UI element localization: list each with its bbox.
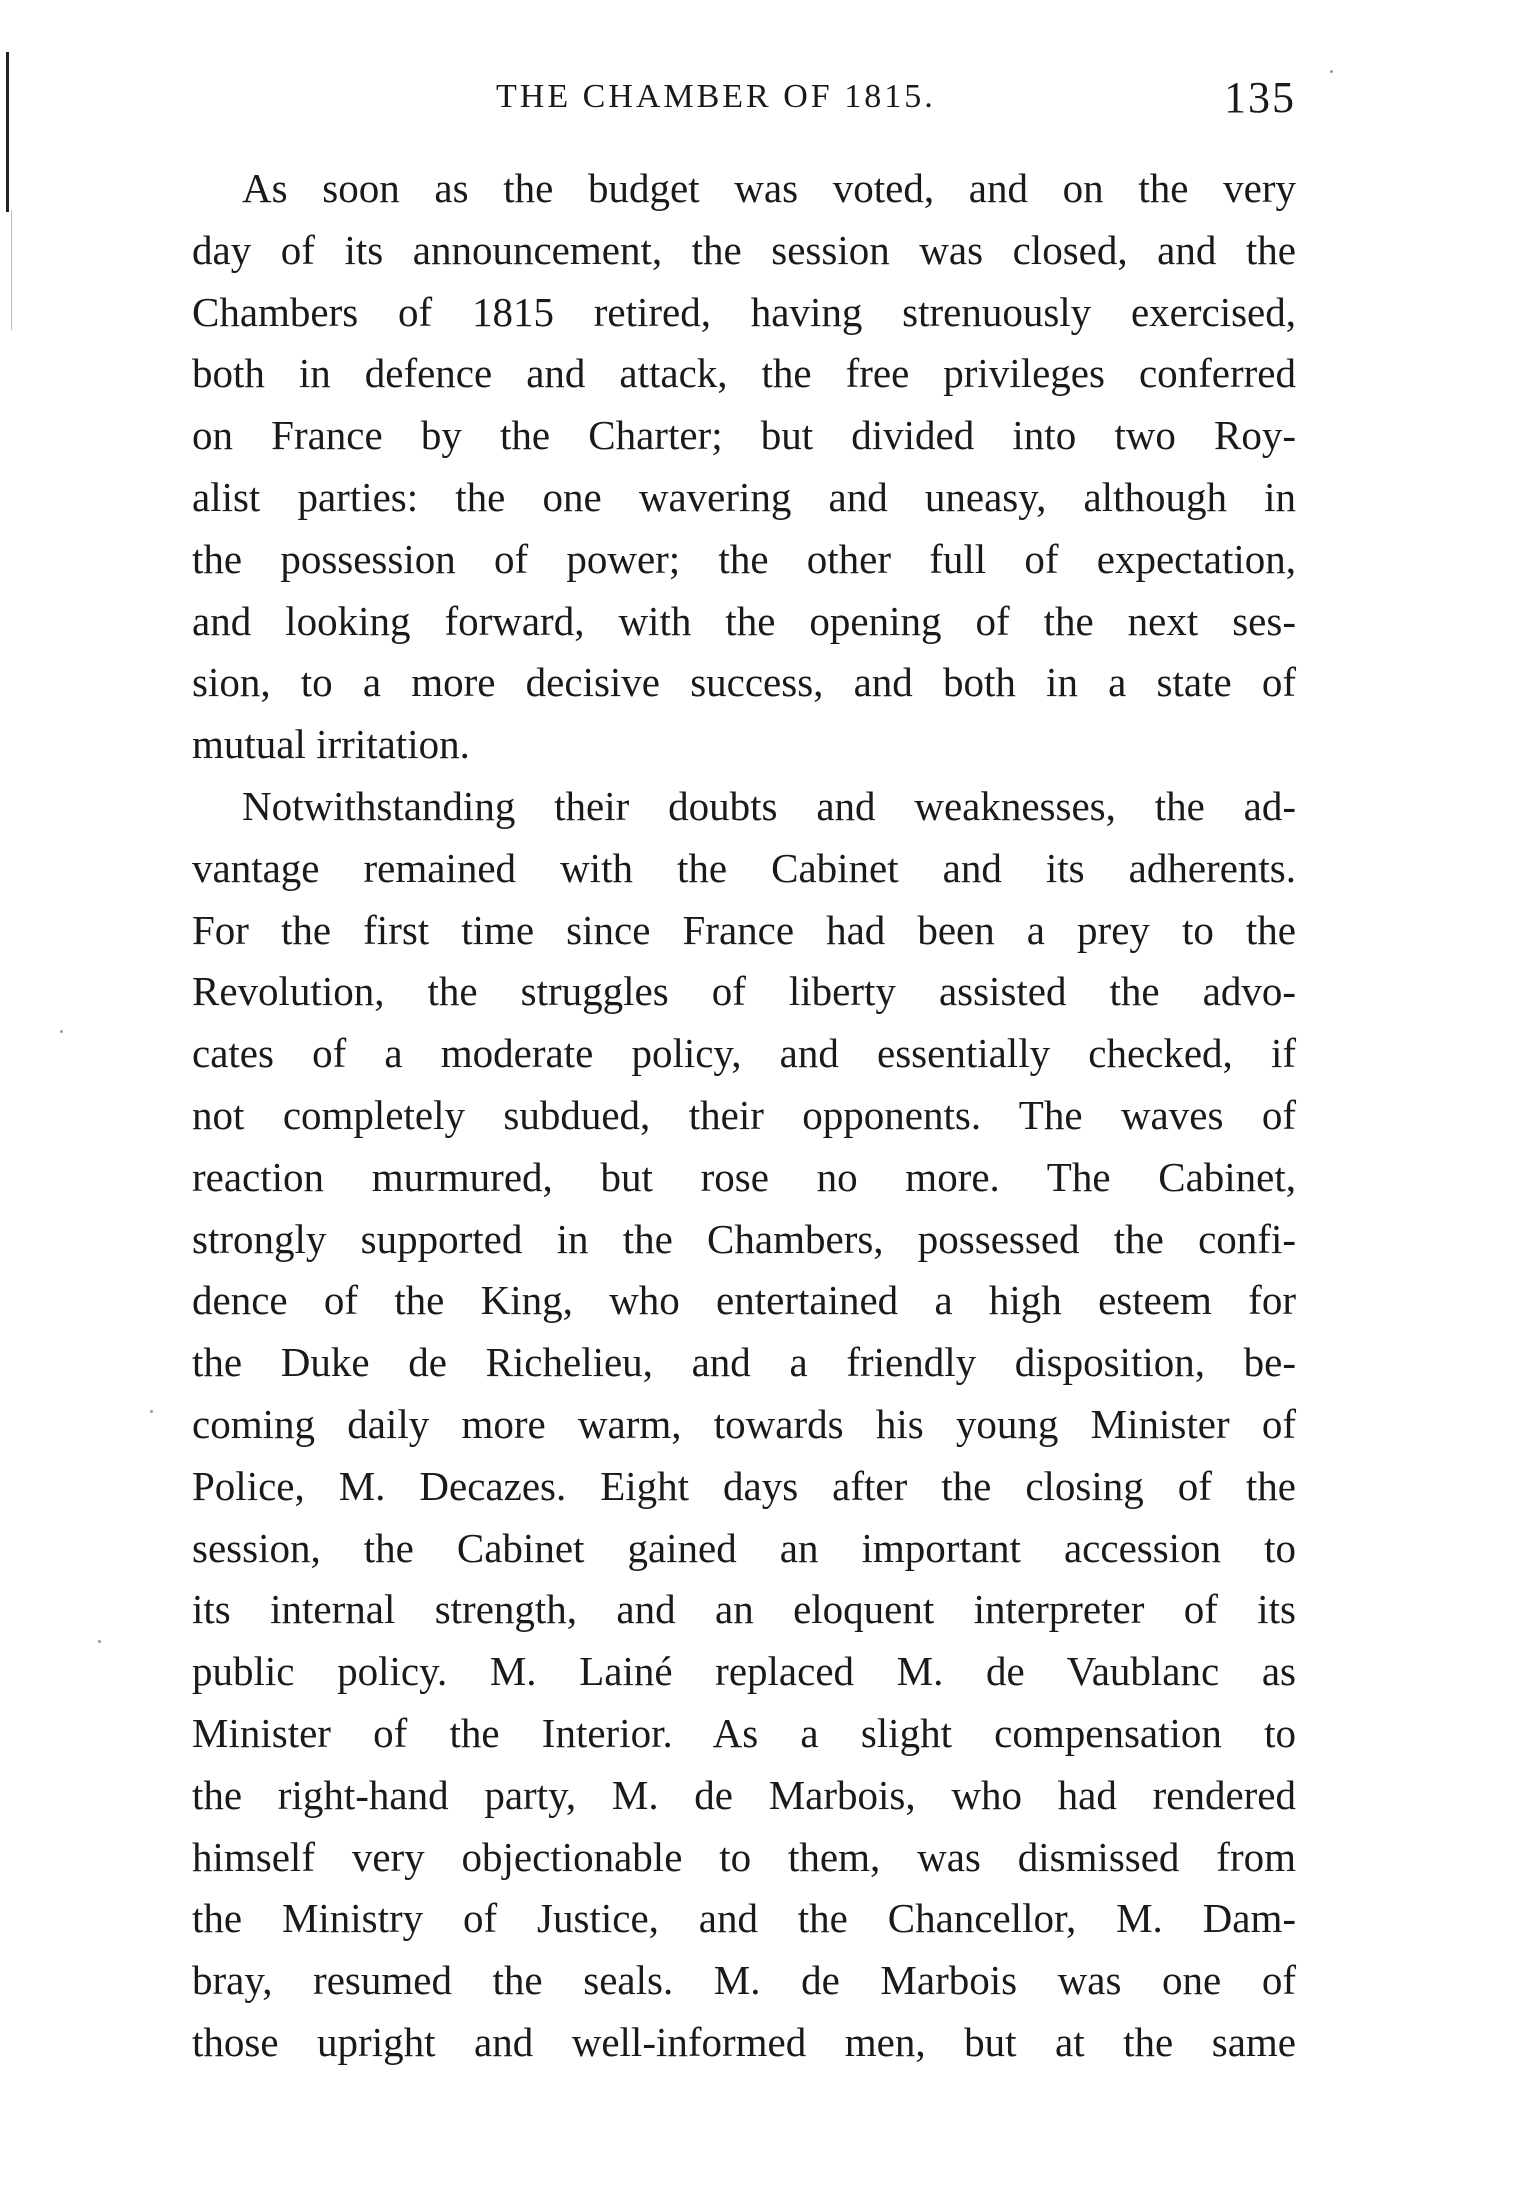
text-line: day of its announcement, the session was closed, and the [192, 226, 1296, 273]
text-line: its internal strength, and an eloquent interpreter of its [192, 1586, 1296, 1633]
text-line: reaction murmured, but rose no more. The Cabinet, [192, 1153, 1296, 1200]
text-line: strongly supported in the Chambers, possessed the confi- [192, 1215, 1296, 1262]
text-line: As soon as the budget was voted, and on the very [242, 165, 1296, 211]
text-line: both in defence and attack, the free privileges conferred [192, 350, 1296, 397]
paper-speck [1330, 70, 1333, 73]
binding-edge-mark [6, 52, 9, 212]
paper-speck [150, 1410, 153, 1413]
running-head [196, 72, 1296, 142]
text-line: Notwithstanding their doubts and weaknesses, the ad- [242, 782, 1296, 829]
page-number: 135 [1224, 73, 1296, 122]
text-line: Chambers of 1815 retired, having strenuously exercised, [192, 288, 1296, 335]
text-line: himself very objectionable to them, was dismissed from [192, 1833, 1296, 1880]
text-line: session, the Cabinet gained an important accession to [192, 1524, 1296, 1571]
text-line: the Ministry of Justice, and the Chancellor, M. Dam- [192, 1895, 1296, 1942]
text-line: coming daily more warm, towards his young Minister of [192, 1400, 1296, 1447]
text-line: alist parties: the one wavering and uneasy, although in [192, 473, 1296, 520]
paper-speck [98, 1640, 101, 1643]
text-line: sion, to a more decisive success, and both in a state of [192, 659, 1296, 706]
text-line: and looking forward, with the opening of the next ses- [192, 597, 1296, 644]
text-line: Police, M. Decazes. Eight days after the closing of the [192, 1462, 1296, 1509]
paragraph-2 [192, 776, 1296, 2074]
text-line: cates of a moderate policy, and essentially checked, if [192, 1030, 1296, 1077]
text-line: on France by the Charter; but divided into two Roy- [192, 412, 1296, 459]
text-line: the right-hand party, M. de Marbois, who had rendered [192, 1771, 1296, 1818]
paper-speck [60, 1030, 63, 1033]
text-line: bray, resumed the seals. M. de Marbois was one of [192, 1957, 1296, 2004]
text-line: vantage remained with the Cabinet and its adherents. [192, 844, 1296, 891]
text-line: Minister of the Interior. As a slight compensation to [192, 1709, 1296, 1756]
body-text [192, 158, 1296, 2074]
text-line: not completely subdued, their opponents. The waves of [192, 1091, 1296, 1138]
running-title: THE CHAMBER OF 1815. [496, 78, 936, 115]
binding-edge-shadow [11, 210, 12, 330]
paragraph-1 [192, 158, 1296, 776]
text-line: the Duke de Richelieu, and a friendly disposition, be- [192, 1339, 1296, 1386]
text-line: mutual irritation. [192, 721, 470, 768]
text-line: dence of the King, who entertained a high esteem for [192, 1277, 1296, 1324]
text-line: those upright and well-informed men, but at the same [192, 2018, 1296, 2065]
text-line: For the first time since France had been a prey to the [192, 906, 1296, 953]
text-line: public policy. M. Lainé replaced M. de Vaublanc as [192, 1648, 1296, 1695]
text-line: the possession of power; the other full of expectation, [192, 535, 1296, 582]
text-line: Revolution, the struggles of liberty assisted the advo- [192, 968, 1296, 1015]
